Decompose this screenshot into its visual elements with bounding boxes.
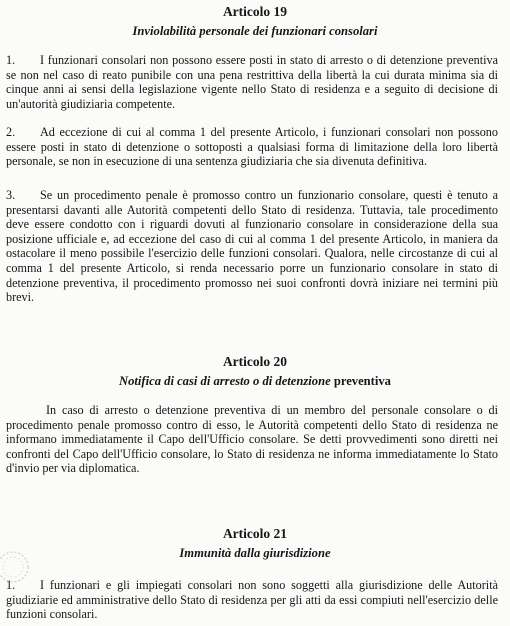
paragraph-text: I funzionari consolari non possono essere posti in stato di arresto o di detenzione preventiva se non nel caso di reato punibile con una pena restrittiva della libertà la cui durata minima sia di cinque anni ai sensi della legislazione vigente nello Stato di residenza e a seguito di decisione di un'autorità giudiziaria competente. [6, 53, 498, 111]
article-20-heading: Articolo 20 [222, 354, 288, 369]
paragraph-number: 2. [6, 125, 16, 139]
article-20-subtitle-italic: Notifica di casi di arresto o di detenzione [119, 374, 331, 388]
article-19-paragraph-2 [6, 125, 498, 169]
stamp-icon [0, 545, 34, 589]
article-19-heading: Articolo 19 [222, 4, 288, 19]
paragraph-text: Se un procedimento penale è promosso contro un funzionario consolare, questi è tenuto a presentarsi davanti alle Autorità competenti dello Stato di residenza. Tuttavia, tale procedimento deve essere condotto con i riguardi dovuti al funzionario consolare in considerazione della sua posizione ufficiale e, ad eccezione del caso di cui al comma 1 del presente Articolo, in maniera da ostacolare il meno possibile l'esercizio delle funzioni consolari. Qualora, nelle circostanze di cui al comma 1 del presente Articolo, si renda necessario porre un funzionario consolare in stato di detenzione preventiva, il procedimento promosso nei suoi confronti dovrà iniziare nei termini più brevi. [6, 188, 498, 305]
paragraph-text: Ad eccezione di cui al comma 1 del presente Articolo, i funzionari consolari non possono essere posti in stato di detenzione o sottoposti a qualsiasi forma di limitazione della loro libertà personale, se non in esecuzione di una sentenza giudiziaria che sia divenuta definitiva. [6, 125, 498, 169]
paragraph-text: In caso di arresto o detenzione preventiva di un membro del personale consolare o di procedimento penale promosso contro di esso, le Autorità competenti dello Stato di residenza ne informano immediatamente il Capo dell'Ufficio consolare. Se detti provvedimenti sono diretti nei confronti del Capo dell'Ufficio consolare, lo Stato di residenza ne informa immediatamente lo Stato d'invio per via diplomatica. [6, 403, 498, 476]
article-21-paragraph-1 [6, 578, 498, 622]
paragraph-number: 3. [6, 188, 16, 202]
paragraph-text: I funzionari e gli impiegati consolari non sono soggetti alla giurisdizione delle Autorità giudiziarie ed amministrative dello Stato di residenza per gli atti da essi compiuti nell'esercizio delle funzioni consolari. [6, 578, 498, 622]
article-21-subtitle: Immunità dalla giurisdizione [179, 546, 331, 560]
paragraph-number: 1. [6, 578, 16, 592]
article-20-paragraph [6, 403, 498, 476]
article-20-subtitle [0, 373, 510, 389]
article-19-paragraph-1 [6, 53, 498, 111]
article-19-subtitle: Inviolabilità personale dei funzionari consolari [132, 24, 378, 38]
article-21-heading: Articolo 21 [222, 526, 288, 541]
article-20-subtitle-plain: preventiva [333, 374, 391, 388]
article-19-paragraph-3 [6, 188, 498, 305]
paragraph-number: 1. [6, 53, 16, 67]
